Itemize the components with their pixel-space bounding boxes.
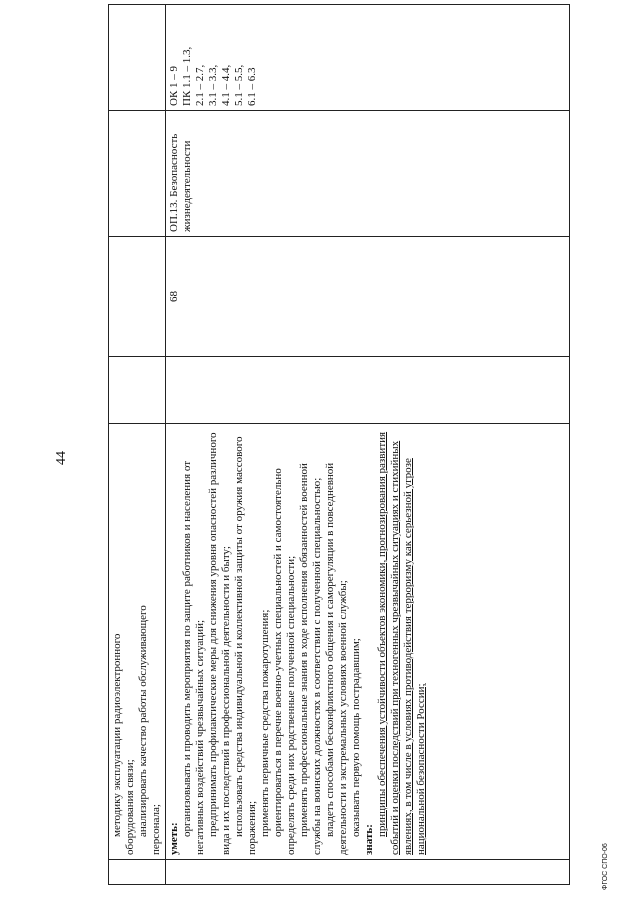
table-row-prelude bbox=[109, 5, 166, 885]
discipline-name: ОП.13. Безопасность жизнедеятельности bbox=[168, 133, 193, 232]
competency-item: ПК 1.1 – 1.3, bbox=[181, 46, 193, 106]
page-number: 44 bbox=[54, 451, 69, 465]
competency-item: 6.1 – 6.3 bbox=[246, 67, 258, 106]
skill-item: оказывать первую помощь пострадавшим; bbox=[350, 638, 362, 837]
cell-competencies bbox=[109, 5, 166, 111]
hours-value: 68 bbox=[168, 291, 180, 302]
skill-item: применять профессиональные знания в ходе исполнения обязанностей военной службы на воинских должностях в соответствии с полученной специальностью; bbox=[298, 463, 323, 855]
curriculum-table bbox=[108, 4, 570, 885]
prelude-line: оборудования связи; bbox=[124, 759, 136, 855]
prelude-line: методику эксплуатации радиоэлектронного bbox=[111, 633, 123, 837]
knowledge-item: принципы обеспечения устойчивости объектов экономики, прогнозирования развития событий и оценки последствий при техногенных чрезвычайных ситуациях и стихийных явлениях, в том числе в условиях противодействия терроризму как серьезной угрозе национальной безопасности России; bbox=[376, 431, 427, 855]
competency-item: ОК 1 – 9 bbox=[168, 65, 180, 106]
cell-description bbox=[166, 424, 570, 860]
prelude-line: персонала; bbox=[150, 804, 162, 855]
prelude-line: анализировать качество работы обслуживающего bbox=[137, 605, 149, 837]
cell-blank bbox=[166, 357, 570, 424]
skills-heading: уметь: bbox=[168, 822, 180, 855]
cell-discipline bbox=[109, 111, 166, 237]
cell-index bbox=[166, 860, 570, 885]
skill-item: применять первичные средства пожаротушения; bbox=[259, 609, 271, 837]
competency-item: 2.1 – 2.7, bbox=[194, 64, 206, 106]
skill-item: организовывать и проводить мероприятия по защите работников и населения от негативных воздействий чрезвычайных ситуаций; bbox=[181, 460, 206, 855]
cell-discipline bbox=[166, 111, 570, 237]
cell-prelude-description bbox=[109, 424, 166, 860]
skill-item: ориентироваться в перечне военно-учетных специальностей и самостоятельно определять среди них родственные полученной специальности; bbox=[272, 468, 297, 855]
cell-hours bbox=[166, 237, 570, 357]
cell-competencies bbox=[166, 5, 570, 111]
knowledge-heading: знать: bbox=[363, 824, 375, 855]
table-row-discipline bbox=[166, 5, 570, 885]
cell-index bbox=[109, 860, 166, 885]
cell-hours bbox=[109, 237, 166, 357]
skill-item: использовать средства индивидуальной и коллективной защиты от оружия массового поражения; bbox=[233, 436, 258, 855]
skill-item: предпринимать профилактические меры для снижения уровня опасностей различного вида и их последствий в профессиональной деятельности и быту; bbox=[207, 432, 232, 855]
competency-item: 4.1 – 4.4, bbox=[220, 64, 232, 106]
skill-item: владеть способами бесконфликтного общения и саморегуляции в повседневной деятельности и экстремальных условиях военной службы; bbox=[324, 462, 349, 855]
footer-label: ФГОС СПО-06 bbox=[602, 843, 609, 890]
competency-item: 3.1 – 3.3, bbox=[207, 64, 219, 106]
competency-item: 5.1 – 5.5, bbox=[233, 64, 245, 106]
cell-blank bbox=[109, 357, 166, 424]
